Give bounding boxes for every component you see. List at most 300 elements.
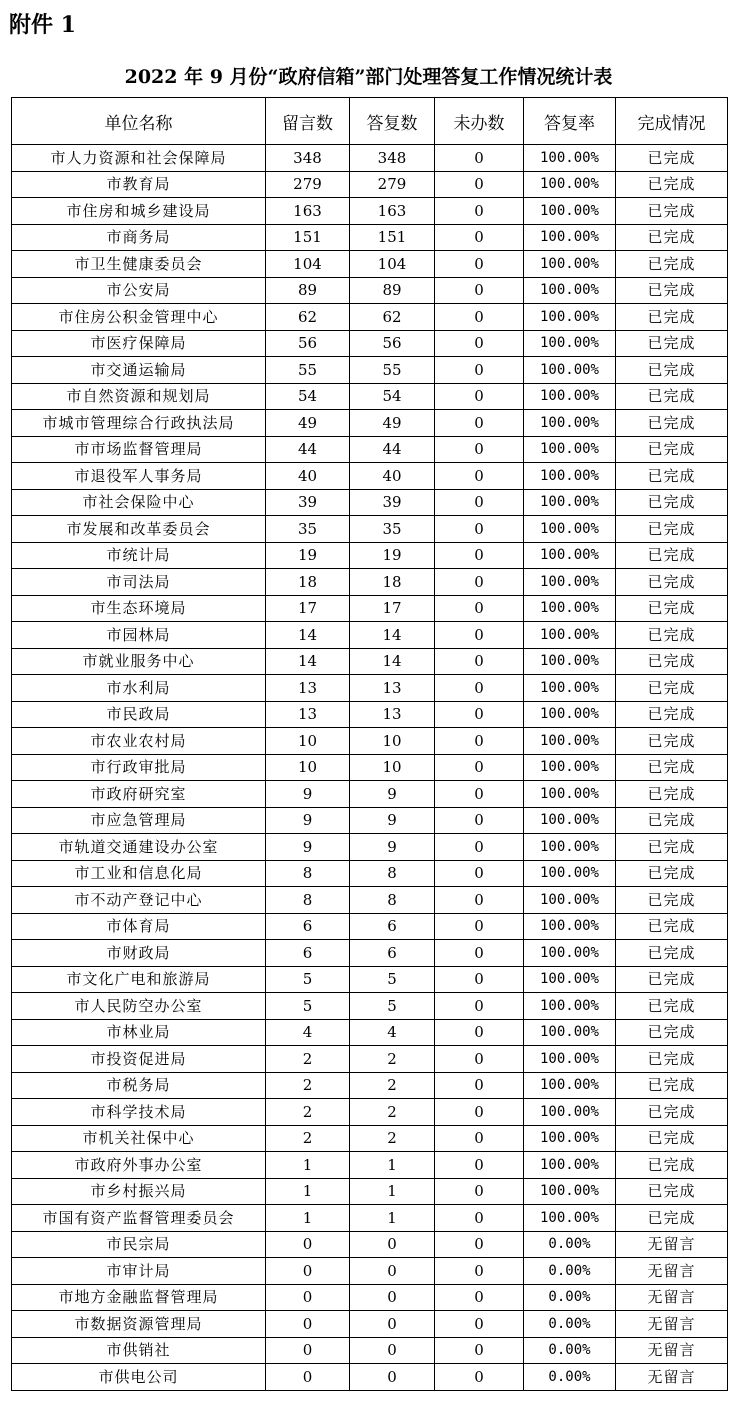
unit-name-cell: 市自然资源和规划局 — [12, 383, 266, 410]
reply-rate-cell: 100.00% — [524, 1072, 616, 1099]
message-count-cell: 163 — [266, 198, 350, 225]
pending-count-cell: 0 — [435, 1337, 524, 1364]
reply-count-cell: 44 — [350, 436, 435, 463]
reply-rate-cell: 100.00% — [524, 781, 616, 808]
table-row — [12, 1099, 728, 1126]
pending-count-cell: 0 — [435, 648, 524, 675]
table-row — [12, 834, 728, 861]
unit-name-cell: 市政府外事办公室 — [12, 1152, 266, 1179]
message-count-cell: 0 — [266, 1284, 350, 1311]
message-count-cell: 2 — [266, 1125, 350, 1152]
table-row — [12, 1364, 728, 1391]
unit-name-cell: 市林业局 — [12, 1019, 266, 1046]
unit-name-cell: 市民宗局 — [12, 1231, 266, 1258]
pending-count-cell: 0 — [435, 1231, 524, 1258]
reply-count-cell: 13 — [350, 701, 435, 728]
table-row — [12, 754, 728, 781]
table-body — [12, 145, 728, 1391]
pending-count-cell: 0 — [435, 860, 524, 887]
table-row — [12, 463, 728, 490]
completion-status-cell: 已完成 — [616, 595, 728, 622]
completion-status-cell: 已完成 — [616, 860, 728, 887]
message-count-cell: 1 — [266, 1152, 350, 1179]
unit-name-cell: 市科学技术局 — [12, 1099, 266, 1126]
unit-name-cell: 市住房和城乡建设局 — [12, 198, 266, 225]
unit-name-cell: 市地方金融监督管理局 — [12, 1284, 266, 1311]
message-count-cell: 8 — [266, 860, 350, 887]
table-row — [12, 993, 728, 1020]
message-count-cell: 14 — [266, 622, 350, 649]
reply-count-cell: 104 — [350, 251, 435, 278]
reply-rate-cell: 100.00% — [524, 834, 616, 861]
table-row — [12, 1072, 728, 1099]
completion-status-cell: 已完成 — [616, 569, 728, 596]
pending-count-cell: 0 — [435, 1125, 524, 1152]
pending-count-cell: 0 — [435, 489, 524, 516]
reply-rate-cell: 100.00% — [524, 198, 616, 225]
message-count-cell: 6 — [266, 940, 350, 967]
statistics-table — [11, 97, 728, 1391]
reply-count-cell: 1 — [350, 1205, 435, 1232]
reply-rate-cell: 100.00% — [524, 675, 616, 702]
completion-status-cell: 已完成 — [616, 436, 728, 463]
completion-status-cell: 无留言 — [616, 1364, 728, 1391]
reply-count-cell: 2 — [350, 1046, 435, 1073]
reply-count-cell: 0 — [350, 1311, 435, 1338]
pending-count-cell: 0 — [435, 1152, 524, 1179]
message-count-cell: 9 — [266, 834, 350, 861]
unit-name-cell: 市乡村振兴局 — [12, 1178, 266, 1205]
pending-count-cell: 0 — [435, 966, 524, 993]
pending-count-cell: 0 — [435, 569, 524, 596]
completion-status-cell: 已完成 — [616, 1019, 728, 1046]
message-count-cell: 151 — [266, 224, 350, 251]
completion-status-cell: 已完成 — [616, 489, 728, 516]
reply-rate-cell: 100.00% — [524, 860, 616, 887]
completion-status-cell: 已完成 — [616, 277, 728, 304]
table-row — [12, 701, 728, 728]
completion-status-cell: 已完成 — [616, 622, 728, 649]
unit-name-cell: 市卫生健康委员会 — [12, 251, 266, 278]
reply-count-cell: 348 — [350, 145, 435, 172]
unit-name-cell: 市农业农村局 — [12, 728, 266, 755]
pending-count-cell: 0 — [435, 622, 524, 649]
message-count-cell: 39 — [266, 489, 350, 516]
reply-count-cell: 0 — [350, 1231, 435, 1258]
pending-count-cell: 0 — [435, 542, 524, 569]
completion-status-cell: 无留言 — [616, 1284, 728, 1311]
unit-name-cell: 市不动产登记中心 — [12, 887, 266, 914]
pending-count-cell: 0 — [435, 1258, 524, 1285]
reply-count-cell: 279 — [350, 171, 435, 198]
pending-count-cell: 0 — [435, 251, 524, 278]
message-count-cell: 279 — [266, 171, 350, 198]
reply-rate-cell: 100.00% — [524, 648, 616, 675]
message-count-cell: 348 — [266, 145, 350, 172]
completion-status-cell: 已完成 — [616, 1125, 728, 1152]
reply-count-cell: 2 — [350, 1125, 435, 1152]
table-row — [12, 781, 728, 808]
table-row — [12, 1178, 728, 1205]
reply-count-cell: 18 — [350, 569, 435, 596]
pending-count-cell: 0 — [435, 754, 524, 781]
table-row — [12, 940, 728, 967]
reply-rate-cell: 100.00% — [524, 410, 616, 437]
pending-count-cell: 0 — [435, 304, 524, 331]
reply-rate-cell: 100.00% — [524, 1152, 616, 1179]
reply-rate-cell: 0.00% — [524, 1258, 616, 1285]
completion-status-cell: 已完成 — [616, 383, 728, 410]
table-row — [12, 1284, 728, 1311]
unit-name-cell: 市体育局 — [12, 913, 266, 940]
reply-rate-cell: 100.00% — [524, 1019, 616, 1046]
message-count-cell: 5 — [266, 966, 350, 993]
unit-name-cell: 市机关社保中心 — [12, 1125, 266, 1152]
unit-name-cell: 市医疗保障局 — [12, 330, 266, 357]
message-count-cell: 0 — [266, 1231, 350, 1258]
reply-rate-cell: 100.00% — [524, 145, 616, 172]
pending-count-cell: 0 — [435, 145, 524, 172]
completion-status-cell: 已完成 — [616, 781, 728, 808]
message-count-cell: 1 — [266, 1205, 350, 1232]
table-row — [12, 542, 728, 569]
pending-count-cell: 0 — [435, 834, 524, 861]
pending-count-cell: 0 — [435, 1311, 524, 1338]
message-count-cell: 6 — [266, 913, 350, 940]
message-count-cell: 2 — [266, 1072, 350, 1099]
unit-name-cell: 市投资促进局 — [12, 1046, 266, 1073]
message-count-cell: 49 — [266, 410, 350, 437]
pending-count-cell: 0 — [435, 516, 524, 543]
reply-rate-cell: 100.00% — [524, 1125, 616, 1152]
unit-name-cell: 市生态环境局 — [12, 595, 266, 622]
completion-status-cell: 已完成 — [616, 330, 728, 357]
reply-rate-cell: 100.00% — [524, 357, 616, 384]
reply-count-cell: 49 — [350, 410, 435, 437]
unit-name-cell: 市政府研究室 — [12, 781, 266, 808]
reply-rate-cell: 100.00% — [524, 436, 616, 463]
reply-count-cell: 2 — [350, 1072, 435, 1099]
pending-count-cell: 0 — [435, 675, 524, 702]
document-title: 2022 年 9 月份“政府信箱”部门处理答复工作情况统计表 — [124, 66, 613, 88]
reply-rate-cell: 100.00% — [524, 1099, 616, 1126]
table-row — [12, 675, 728, 702]
table-row — [12, 436, 728, 463]
unit-name-cell: 市统计局 — [12, 542, 266, 569]
reply-rate-cell: 100.00% — [524, 171, 616, 198]
reply-count-cell: 5 — [350, 993, 435, 1020]
unit-name-cell: 市商务局 — [12, 224, 266, 251]
unit-name-cell: 市园林局 — [12, 622, 266, 649]
table-row — [12, 913, 728, 940]
pending-count-cell: 0 — [435, 1205, 524, 1232]
completion-status-cell: 已完成 — [616, 1099, 728, 1126]
header-completion-status: 完成情况 — [616, 98, 728, 145]
header-message-count: 留言数 — [266, 98, 350, 145]
message-count-cell: 44 — [266, 436, 350, 463]
reply-count-cell: 9 — [350, 807, 435, 834]
message-count-cell: 2 — [266, 1099, 350, 1126]
message-count-cell: 4 — [266, 1019, 350, 1046]
table-row — [12, 357, 728, 384]
unit-name-cell: 市发展和改革委员会 — [12, 516, 266, 543]
reply-rate-cell: 0.00% — [524, 1311, 616, 1338]
reply-rate-cell: 100.00% — [524, 277, 616, 304]
completion-status-cell: 已完成 — [616, 887, 728, 914]
reply-count-cell: 9 — [350, 834, 435, 861]
message-count-cell: 8 — [266, 887, 350, 914]
reply-rate-cell: 0.00% — [524, 1337, 616, 1364]
pending-count-cell: 0 — [435, 807, 524, 834]
message-count-cell: 2 — [266, 1046, 350, 1073]
reply-rate-cell: 100.00% — [524, 251, 616, 278]
reply-rate-cell: 100.00% — [524, 622, 616, 649]
table-row — [12, 1311, 728, 1338]
completion-status-cell: 已完成 — [616, 834, 728, 861]
table-row — [12, 1152, 728, 1179]
reply-count-cell: 10 — [350, 728, 435, 755]
unit-name-cell: 市人民防空办公室 — [12, 993, 266, 1020]
reply-rate-cell: 100.00% — [524, 595, 616, 622]
pending-count-cell: 0 — [435, 330, 524, 357]
table-row — [12, 304, 728, 331]
message-count-cell: 18 — [266, 569, 350, 596]
reply-count-cell: 6 — [350, 913, 435, 940]
table-row — [12, 622, 728, 649]
unit-name-cell: 市民政局 — [12, 701, 266, 728]
unit-name-cell: 市住房公积金管理中心 — [12, 304, 266, 331]
reply-count-cell: 0 — [350, 1364, 435, 1391]
pending-count-cell: 0 — [435, 728, 524, 755]
table-row — [12, 145, 728, 172]
completion-status-cell: 已完成 — [616, 1205, 728, 1232]
message-count-cell: 10 — [266, 728, 350, 755]
table-row — [12, 410, 728, 437]
pending-count-cell: 0 — [435, 198, 524, 225]
reply-count-cell: 40 — [350, 463, 435, 490]
table-row — [12, 1205, 728, 1232]
completion-status-cell: 已完成 — [616, 940, 728, 967]
reply-rate-cell: 100.00% — [524, 701, 616, 728]
completion-status-cell: 已完成 — [616, 357, 728, 384]
reply-count-cell: 62 — [350, 304, 435, 331]
reply-count-cell: 0 — [350, 1337, 435, 1364]
table-row — [12, 1258, 728, 1285]
message-count-cell: 104 — [266, 251, 350, 278]
pending-count-cell: 0 — [435, 436, 524, 463]
pending-count-cell: 0 — [435, 357, 524, 384]
pending-count-cell: 0 — [435, 993, 524, 1020]
message-count-cell: 35 — [266, 516, 350, 543]
completion-status-cell: 已完成 — [616, 171, 728, 198]
completion-status-cell: 已完成 — [616, 754, 728, 781]
reply-count-cell: 9 — [350, 781, 435, 808]
completion-status-cell: 已完成 — [616, 701, 728, 728]
unit-name-cell: 市工业和信息化局 — [12, 860, 266, 887]
completion-status-cell: 已完成 — [616, 251, 728, 278]
unit-name-cell: 市教育局 — [12, 171, 266, 198]
unit-name-cell: 市应急管理局 — [12, 807, 266, 834]
table-row — [12, 887, 728, 914]
completion-status-cell: 已完成 — [616, 993, 728, 1020]
reply-rate-cell: 100.00% — [524, 463, 616, 490]
reply-rate-cell: 0.00% — [524, 1284, 616, 1311]
message-count-cell: 13 — [266, 701, 350, 728]
message-count-cell: 1 — [266, 1178, 350, 1205]
unit-name-cell: 市供销社 — [12, 1337, 266, 1364]
table-row — [12, 648, 728, 675]
pending-count-cell: 0 — [435, 277, 524, 304]
completion-status-cell: 已完成 — [616, 224, 728, 251]
reply-count-cell: 0 — [350, 1258, 435, 1285]
message-count-cell: 9 — [266, 781, 350, 808]
pending-count-cell: 0 — [435, 940, 524, 967]
unit-name-cell: 市司法局 — [12, 569, 266, 596]
table-row — [12, 277, 728, 304]
completion-status-cell: 已完成 — [616, 463, 728, 490]
reply-rate-cell: 0.00% — [524, 1364, 616, 1391]
table-row — [12, 569, 728, 596]
unit-name-cell: 市市场监督管理局 — [12, 436, 266, 463]
table-row — [12, 383, 728, 410]
header-unit-name: 单位名称 — [12, 98, 266, 145]
completion-status-cell: 已完成 — [616, 304, 728, 331]
reply-count-cell: 4 — [350, 1019, 435, 1046]
completion-status-cell: 已完成 — [616, 675, 728, 702]
reply-count-cell: 89 — [350, 277, 435, 304]
reply-rate-cell: 100.00% — [524, 304, 616, 331]
pending-count-cell: 0 — [435, 1364, 524, 1391]
table-header-row — [12, 98, 728, 145]
completion-status-cell: 已完成 — [616, 966, 728, 993]
reply-count-cell: 5 — [350, 966, 435, 993]
reply-count-cell: 0 — [350, 1284, 435, 1311]
reply-rate-cell: 100.00% — [524, 940, 616, 967]
pending-count-cell: 0 — [435, 383, 524, 410]
reply-rate-cell: 100.00% — [524, 1178, 616, 1205]
message-count-cell: 62 — [266, 304, 350, 331]
table-row — [12, 595, 728, 622]
reply-count-cell: 2 — [350, 1099, 435, 1126]
reply-count-cell: 1 — [350, 1152, 435, 1179]
message-count-cell: 0 — [266, 1311, 350, 1338]
message-count-cell: 17 — [266, 595, 350, 622]
table-row — [12, 516, 728, 543]
message-count-cell: 55 — [266, 357, 350, 384]
reply-rate-cell: 100.00% — [524, 516, 616, 543]
completion-status-cell: 已完成 — [616, 410, 728, 437]
completion-status-cell: 已完成 — [616, 542, 728, 569]
reply-count-cell: 35 — [350, 516, 435, 543]
header-reply-count: 答复数 — [350, 98, 435, 145]
completion-status-cell: 无留言 — [616, 1231, 728, 1258]
message-count-cell: 10 — [266, 754, 350, 781]
pending-count-cell: 0 — [435, 781, 524, 808]
reply-count-cell: 8 — [350, 860, 435, 887]
reply-count-cell: 54 — [350, 383, 435, 410]
reply-rate-cell: 100.00% — [524, 383, 616, 410]
reply-count-cell: 6 — [350, 940, 435, 967]
unit-name-cell: 市审计局 — [12, 1258, 266, 1285]
table-row — [12, 1337, 728, 1364]
unit-name-cell: 市税务局 — [12, 1072, 266, 1099]
message-count-cell: 13 — [266, 675, 350, 702]
pending-count-cell: 0 — [435, 463, 524, 490]
message-count-cell: 9 — [266, 807, 350, 834]
unit-name-cell: 市轨道交通建设办公室 — [12, 834, 266, 861]
completion-status-cell: 已完成 — [616, 145, 728, 172]
reply-count-cell: 39 — [350, 489, 435, 516]
completion-status-cell: 无留言 — [616, 1311, 728, 1338]
reply-rate-cell: 100.00% — [524, 913, 616, 940]
message-count-cell: 56 — [266, 330, 350, 357]
pending-count-cell: 0 — [435, 1072, 524, 1099]
reply-rate-cell: 100.00% — [524, 224, 616, 251]
attachment-label: 附件 1 — [9, 12, 76, 38]
message-count-cell: 40 — [266, 463, 350, 490]
completion-status-cell: 已完成 — [616, 1152, 728, 1179]
reply-count-cell: 55 — [350, 357, 435, 384]
reply-count-cell: 56 — [350, 330, 435, 357]
completion-status-cell: 已完成 — [616, 516, 728, 543]
reply-count-cell: 151 — [350, 224, 435, 251]
pending-count-cell: 0 — [435, 410, 524, 437]
message-count-cell: 0 — [266, 1337, 350, 1364]
unit-name-cell: 市交通运输局 — [12, 357, 266, 384]
reply-rate-cell: 100.00% — [524, 807, 616, 834]
message-count-cell: 14 — [266, 648, 350, 675]
unit-name-cell: 市供电公司 — [12, 1364, 266, 1391]
unit-name-cell: 市公安局 — [12, 277, 266, 304]
message-count-cell: 5 — [266, 993, 350, 1020]
completion-status-cell: 已完成 — [616, 1072, 728, 1099]
reply-rate-cell: 100.00% — [524, 728, 616, 755]
reply-count-cell: 8 — [350, 887, 435, 914]
reply-count-cell: 17 — [350, 595, 435, 622]
reply-count-cell: 14 — [350, 622, 435, 649]
table-row — [12, 330, 728, 357]
unit-name-cell: 市文化广电和旅游局 — [12, 966, 266, 993]
table-row — [12, 728, 728, 755]
table-row — [12, 251, 728, 278]
unit-name-cell: 市城市管理综合行政执法局 — [12, 410, 266, 437]
unit-name-cell: 市水利局 — [12, 675, 266, 702]
completion-status-cell: 无留言 — [616, 1258, 728, 1285]
reply-rate-cell: 100.00% — [524, 966, 616, 993]
header-pending-count: 未办数 — [435, 98, 524, 145]
reply-count-cell: 1 — [350, 1178, 435, 1205]
unit-name-cell: 市财政局 — [12, 940, 266, 967]
pending-count-cell: 0 — [435, 1099, 524, 1126]
message-count-cell: 0 — [266, 1364, 350, 1391]
reply-rate-cell: 100.00% — [524, 754, 616, 781]
table-row — [12, 1125, 728, 1152]
pending-count-cell: 0 — [435, 1019, 524, 1046]
completion-status-cell: 已完成 — [616, 198, 728, 225]
table-row — [12, 1046, 728, 1073]
unit-name-cell: 市数据资源管理局 — [12, 1311, 266, 1338]
reply-rate-cell: 100.00% — [524, 993, 616, 1020]
pending-count-cell: 0 — [435, 224, 524, 251]
reply-count-cell: 19 — [350, 542, 435, 569]
table-row — [12, 224, 728, 251]
unit-name-cell: 市行政审批局 — [12, 754, 266, 781]
reply-rate-cell: 100.00% — [524, 1046, 616, 1073]
reply-count-cell: 163 — [350, 198, 435, 225]
completion-status-cell: 已完成 — [616, 807, 728, 834]
pending-count-cell: 0 — [435, 1284, 524, 1311]
pending-count-cell: 0 — [435, 701, 524, 728]
